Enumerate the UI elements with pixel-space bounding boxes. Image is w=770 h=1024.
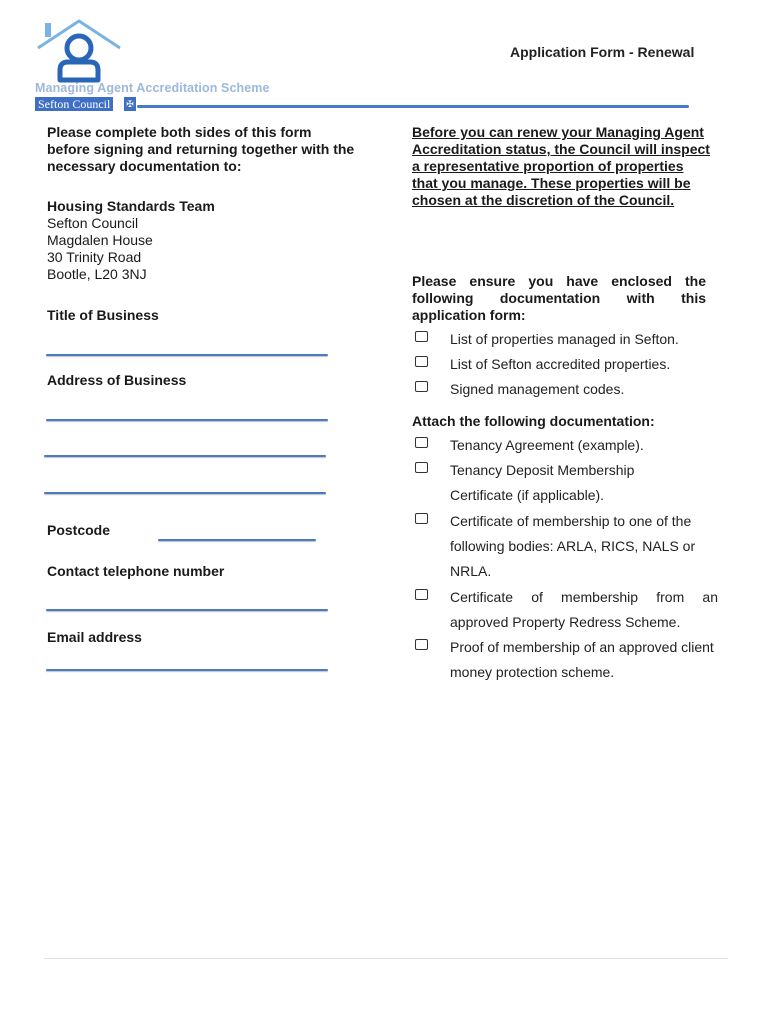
checkbox[interactable]	[415, 589, 428, 600]
return-address	[47, 198, 347, 283]
scheme-logo-icon	[34, 18, 124, 84]
checkbox[interactable]	[415, 513, 428, 524]
address-line-3: 30 Trinity Road	[47, 249, 142, 265]
scheme-name: Managing Agent Accreditation Scheme	[35, 81, 270, 95]
checkbox[interactable]	[415, 462, 428, 473]
checkbox[interactable]	[415, 639, 428, 650]
attach-item-label: Certificate of membership from an approved Property Redress Scheme.	[450, 589, 718, 630]
attach-item-label: Tenancy Agreement (example).	[450, 437, 644, 453]
council-name: Sefton Council	[35, 97, 113, 111]
postcode-field[interactable]	[158, 539, 316, 541]
checkbox[interactable]	[415, 356, 428, 367]
checkbox[interactable]	[415, 437, 428, 448]
address-line-1: Sefton Council	[47, 215, 139, 231]
attach-item-label: Certificate of membership to one of the following bodies: ARLA, RICS, NALS or NRLA.	[450, 513, 696, 579]
address-line-4: Bootle, L20 3NJ	[47, 266, 147, 282]
address-of-business-field-2[interactable]	[44, 455, 326, 457]
header-divider	[137, 105, 689, 108]
postcode-label: Postcode	[47, 522, 111, 538]
enclosed-documentation-heading: Please ensure you have enclosed the following documentation with this application form:	[412, 273, 706, 323]
telephone-field[interactable]	[46, 609, 328, 611]
intro-text: Please complete both sides of this form before signing and returning together with the necessary documentation to:	[47, 124, 355, 174]
checkbox[interactable]	[415, 331, 428, 342]
address-team: Housing Standards Team	[47, 198, 215, 214]
title-of-business-field[interactable]	[46, 354, 328, 356]
address-line-2: Magdalen House	[47, 232, 153, 248]
council-crest-icon: ✠	[124, 97, 136, 111]
address-of-business-field-1[interactable]	[46, 419, 328, 421]
form-title: Application Form - Renewal	[510, 44, 695, 60]
title-of-business-label: Title of Business	[47, 307, 159, 323]
enclosed-item-label: Signed management codes.	[450, 381, 625, 397]
address-of-business-field-3[interactable]	[44, 492, 326, 494]
checkbox[interactable]	[415, 381, 428, 392]
address-of-business-label: Address of Business	[47, 372, 187, 388]
attach-item-label: Tenancy Deposit Membership Certificate (if applicable).	[450, 462, 635, 503]
attach-documentation-heading: Attach the following documentation:	[412, 413, 655, 429]
email-field[interactable]	[46, 669, 328, 671]
enclosed-item-label: List of Sefton accredited properties.	[450, 356, 671, 372]
footer-divider	[44, 958, 728, 959]
attach-item-label: Proof of membership of an approved client money protection scheme.	[450, 639, 714, 680]
telephone-label: Contact telephone number	[47, 563, 225, 579]
email-label: Email address	[47, 629, 142, 645]
enclosed-item-label: List of properties managed in Sefton.	[450, 331, 679, 347]
inspection-notice: Before you can renew your Managing Agent Accreditation status, the Council will inspect a representative proportion of properties that you manage. These properties will be chosen at the discretion of the Council.	[412, 124, 710, 208]
